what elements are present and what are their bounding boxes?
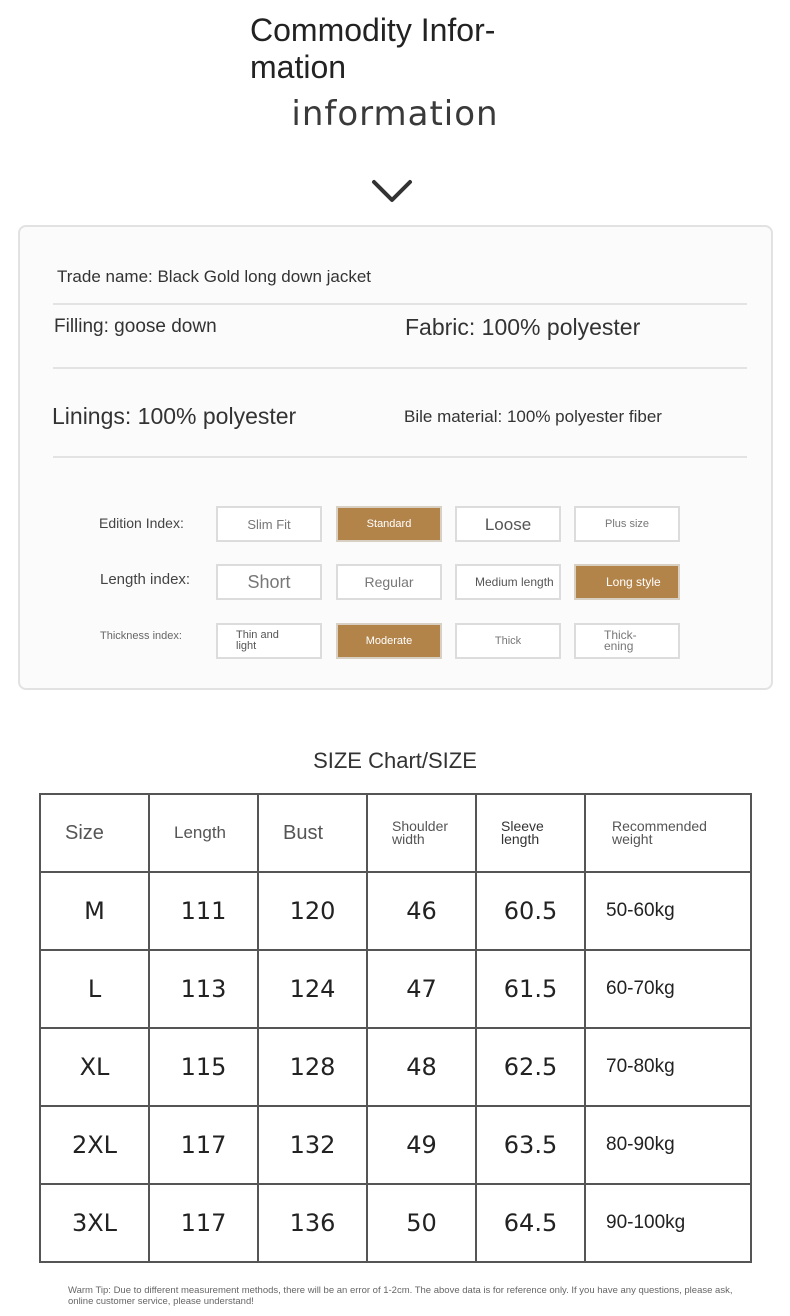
warm-tip: Warm Tip: Due to different measurement methods, there will be an error of 1-2cm. The above data is for reference only. If you have any questions, please ask, online customer service, please understand! bbox=[68, 1285, 733, 1307]
cell-sleeve: 60.5 bbox=[476, 872, 585, 950]
header-shoulder-width: Shoulder width bbox=[367, 794, 476, 872]
chevron-down-icon bbox=[370, 178, 414, 206]
table-header-row bbox=[40, 794, 751, 872]
page-title: Commodity Infor-mation bbox=[250, 12, 496, 85]
option-short: Short bbox=[216, 564, 322, 600]
option-medium-length: Medium length bbox=[455, 564, 561, 600]
cell-size: L bbox=[40, 950, 149, 1028]
page-subtitle: information bbox=[291, 94, 499, 134]
table-row bbox=[40, 1184, 751, 1262]
cell-size: XL bbox=[40, 1028, 149, 1106]
cell-bust: 120 bbox=[258, 872, 367, 950]
header-bust: Bust bbox=[258, 794, 367, 872]
cell-weight: 50-60kg bbox=[585, 872, 751, 950]
commodity-info-panel bbox=[18, 225, 773, 690]
cell-size: M bbox=[40, 872, 149, 950]
cell-bust: 128 bbox=[258, 1028, 367, 1106]
table-row bbox=[40, 1106, 751, 1184]
option-thick: Thick bbox=[455, 623, 561, 659]
cell-length: 111 bbox=[149, 872, 258, 950]
divider bbox=[53, 456, 747, 458]
cell-shoulder: 46 bbox=[367, 872, 476, 950]
divider bbox=[53, 367, 747, 369]
cell-weight: 80-90kg bbox=[585, 1106, 751, 1184]
cell-shoulder: 48 bbox=[367, 1028, 476, 1106]
option-loose: Loose bbox=[455, 506, 561, 542]
cell-sleeve: 61.5 bbox=[476, 950, 585, 1028]
cell-weight: 90-100kg bbox=[585, 1184, 751, 1262]
cell-bust: 124 bbox=[258, 950, 367, 1028]
cell-bust: 132 bbox=[258, 1106, 367, 1184]
cell-length: 113 bbox=[149, 950, 258, 1028]
option-standard: Standard bbox=[336, 506, 442, 542]
filling: Filling: goose down bbox=[54, 316, 217, 337]
table-row bbox=[40, 1028, 751, 1106]
option-plus-size: Plus size bbox=[574, 506, 680, 542]
cell-weight: 70-80kg bbox=[585, 1028, 751, 1106]
header-size: Size bbox=[40, 794, 149, 872]
cell-sleeve: 63.5 bbox=[476, 1106, 585, 1184]
bile-material: Bile material: 100% polyester fiber bbox=[404, 407, 662, 426]
header-recommended-weight: Recommended weight bbox=[585, 794, 751, 872]
option-thickening: Thick-ening bbox=[574, 623, 680, 659]
cell-length: 117 bbox=[149, 1106, 258, 1184]
cell-shoulder: 47 bbox=[367, 950, 476, 1028]
table-row bbox=[40, 950, 751, 1028]
cell-length: 115 bbox=[149, 1028, 258, 1106]
linings: Linings: 100% polyester bbox=[52, 403, 297, 429]
cell-bust: 136 bbox=[258, 1184, 367, 1262]
cell-weight: 60-70kg bbox=[585, 950, 751, 1028]
edition-index-label: Edition Index: bbox=[99, 515, 184, 531]
option-moderate: Moderate bbox=[336, 623, 442, 659]
cell-shoulder: 50 bbox=[367, 1184, 476, 1262]
cell-shoulder: 49 bbox=[367, 1106, 476, 1184]
header-length: Length bbox=[149, 794, 258, 872]
header-sleeve-length: Sleeve length bbox=[476, 794, 585, 872]
option-thin-and-light: Thin and light bbox=[216, 623, 322, 659]
size-chart-table bbox=[39, 793, 752, 1263]
option-slim-fit: Slim Fit bbox=[216, 506, 322, 542]
option-long-style: Long style bbox=[574, 564, 680, 600]
cell-size: 2XL bbox=[40, 1106, 149, 1184]
trade-name: Trade name: Black Gold long down jacket bbox=[57, 267, 372, 286]
cell-sleeve: 62.5 bbox=[476, 1028, 585, 1106]
cell-length: 117 bbox=[149, 1184, 258, 1262]
size-chart-title: SIZE Chart/SIZE bbox=[313, 748, 477, 773]
divider bbox=[53, 303, 747, 305]
option-regular: Regular bbox=[336, 564, 442, 600]
cell-sleeve: 64.5 bbox=[476, 1184, 585, 1262]
fabric: Fabric: 100% polyester bbox=[405, 314, 641, 340]
length-index-label: Length index: bbox=[100, 571, 191, 588]
cell-size: 3XL bbox=[40, 1184, 149, 1262]
thickness-index-label: Thickness index: bbox=[100, 630, 182, 642]
table-row bbox=[40, 872, 751, 950]
